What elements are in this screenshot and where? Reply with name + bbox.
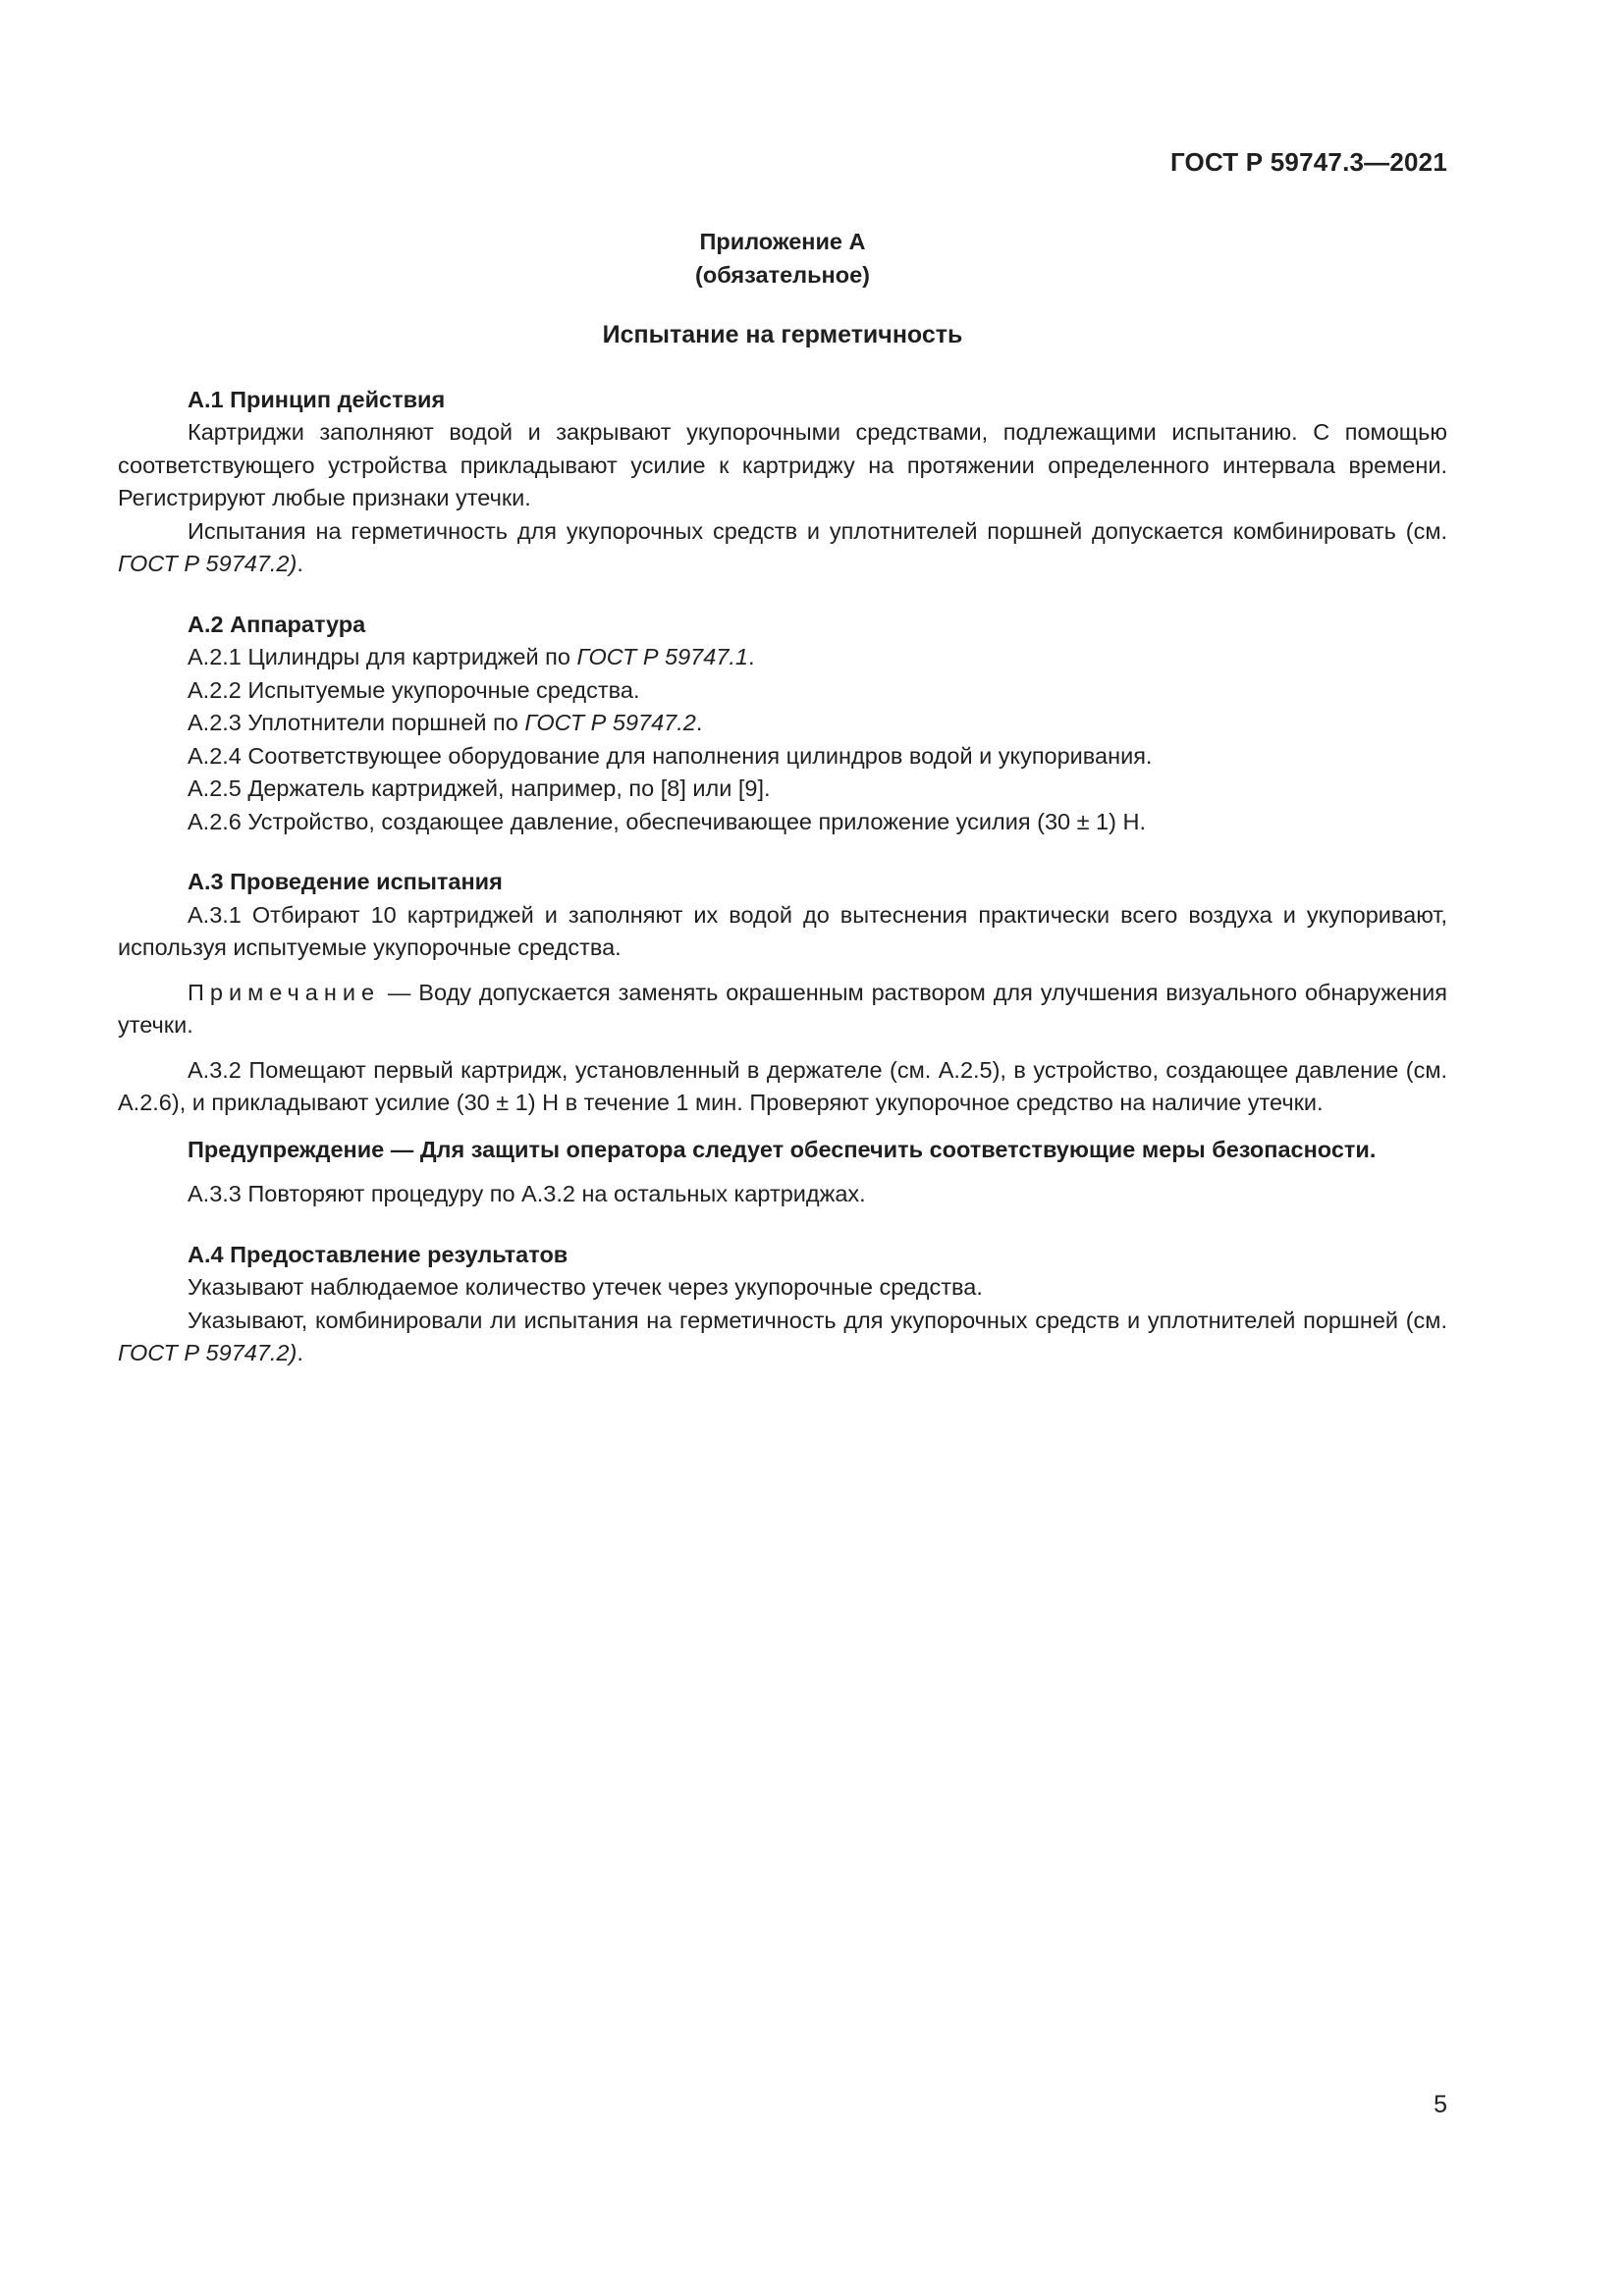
paragraph-text: Указывают, комбинировали ли испытания на герметичность для укупорочных средств и уплотнителей поршней (см. (188, 1307, 1447, 1333)
safety-warning: Предупреждение — Для защиты оператора следует обеспечить соответствующие меры безопасности. (188, 1136, 1377, 1162)
item-a2-6: А.2.6 Устройство, создающее давление, обеспечивающее приложение усилия (30 ± 1) Н. (188, 808, 1146, 834)
note-label: Примечание (188, 979, 381, 1005)
paragraph-end: . (297, 1340, 303, 1365)
standard-reference: ГОСТ Р 59747.2 (524, 710, 696, 735)
item-a2-2: А.2.2 Испытуемые укупорочные средства. (188, 676, 640, 703)
item-text: А.2.3 Уплотнители поршней по (188, 710, 525, 735)
page-number: 5 (1434, 2091, 1447, 2118)
item-a3-1: А.3.1 Отбирают 10 картриджей и заполняют их водой до вытеснения практически всего воздуха и укупоривают, используя испытуемые укупорочные средства. (118, 901, 1447, 960)
appendix-status: (обязательное) (695, 261, 870, 288)
section-a1-paragraph-1: Картриджи заполняют водой и закрывают укупорочными средствами, подлежащими испытанию. С помощью соответствующего устройства прикладывают усилие к картриджу на протяжении определенного интервала времени. Регистрируют любые признаки утечки. (118, 419, 1447, 510)
section-a4-paragraph-1: Указывают наблюдаемое количество утечек через укупорочные средства. (188, 1274, 983, 1300)
item-a3-3: А.3.3 Повторяют процедуру по А.3.2 на остальных картриджах. (188, 1181, 866, 1206)
item-a2-5: А.2.5 Держатель картриджей, например, по [8] или [9]. (188, 775, 771, 801)
document-body (118, 226, 1447, 1370)
standard-reference: ГОСТ Р 59747.2) (118, 1340, 298, 1365)
standard-reference: ГОСТ Р 59747.2) (118, 551, 298, 576)
item-text: А.2.1 Цилиндры для картриджей по (188, 644, 577, 669)
note (118, 977, 1447, 1042)
item-a3-2: А.3.2 Помещают первый картридж, установленный в держателе (см. А.2.5), в устройство, создающее давление (см. А.2.6), и прикладывают усилие (30 ± 1) Н в течение 1 мин. Проверяют укупорочное средство на наличие утечки. (118, 1056, 1447, 1115)
note-text: — Воду допускается заменять окрашенным раствором для улучшения визуального обнаружения утечки. (118, 979, 1447, 1038)
item-end: . (695, 710, 703, 735)
standard-code: ГОСТ Р 59747.3—2021 (1169, 147, 1447, 177)
item-a2-1 (118, 641, 1447, 674)
section-a1-paragraph-2 (118, 515, 1447, 581)
item-a2-3 (118, 707, 1447, 740)
main-title: Испытание на герметичность (602, 321, 963, 348)
section-a2-heading: А.2 Аппаратура (188, 611, 366, 637)
item-end: . (748, 644, 755, 669)
section-a4-paragraph-2 (118, 1305, 1447, 1370)
standard-reference: ГОСТ Р 59747.1 (576, 644, 748, 669)
paragraph-end: . (297, 551, 303, 576)
item-a2-4: А.2.4 Соответствующее оборудование для наполнения цилиндров водой и укупоривания. (188, 742, 1153, 769)
section-a3-heading: А.3 Проведение испытания (188, 869, 503, 894)
section-a1-heading: А.1 Принцип действия (188, 386, 446, 412)
appendix-title: Приложение А (699, 229, 866, 254)
paragraph-text: Испытания на герметичность для укупорочных средств и уплотнителей поршней допускается комбинировать (см. (188, 517, 1447, 544)
section-a4-heading: А.4 Предоставление результатов (188, 1241, 568, 1267)
